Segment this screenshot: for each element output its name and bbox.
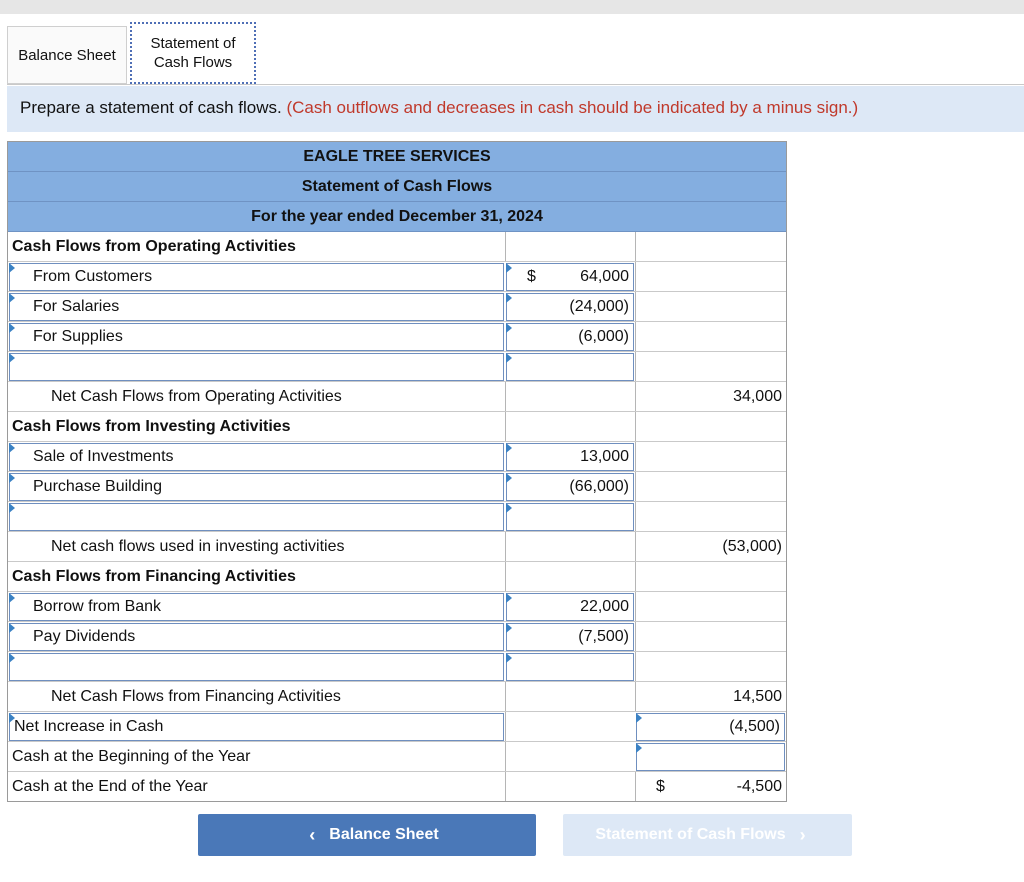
amount-input[interactable]: (66,000) bbox=[506, 473, 634, 501]
empty-line-item-input[interactable] bbox=[9, 353, 504, 381]
table-row bbox=[8, 652, 786, 682]
prev-button-label: Balance Sheet bbox=[329, 826, 439, 843]
net-increase-row bbox=[8, 712, 786, 742]
investing-total-label: Net cash flows used in investing activities bbox=[51, 537, 345, 555]
amount-input[interactable]: 13,000 bbox=[506, 443, 634, 471]
line-item-input[interactable]: Purchase Building bbox=[9, 473, 504, 501]
beginning-cash-input[interactable] bbox=[636, 743, 785, 771]
empty-line-item-input[interactable] bbox=[9, 503, 504, 531]
instruction-note: (Cash outflows and decreases in cash should be indicated by a minus sign.) bbox=[286, 98, 859, 117]
tab-balance-sheet-label: Balance Sheet bbox=[18, 46, 116, 64]
table-row bbox=[8, 352, 786, 382]
amount-input[interactable]: (24,000) bbox=[506, 293, 634, 321]
operating-heading: Cash Flows from Operating Activities bbox=[12, 237, 296, 255]
total-row bbox=[8, 682, 786, 712]
line-item-input[interactable]: For Supplies bbox=[9, 323, 504, 351]
section-heading-row bbox=[8, 562, 786, 592]
financing-total-label: Net Cash Flows from Financing Activities bbox=[51, 687, 341, 705]
instruction-bar bbox=[7, 86, 1024, 132]
total-row bbox=[8, 382, 786, 412]
empty-amount-input[interactable] bbox=[506, 503, 634, 531]
table-row bbox=[8, 292, 786, 322]
line-item-input[interactable]: Sale of Investments bbox=[9, 443, 504, 471]
currency-sign: $ bbox=[527, 268, 536, 285]
net-increase-input[interactable]: Net Increase in Cash bbox=[9, 713, 504, 741]
line-item-input[interactable]: Pay Dividends bbox=[9, 623, 504, 651]
financing-heading: Cash Flows from Financing Activities bbox=[12, 567, 296, 585]
chevron-right-icon: › bbox=[799, 824, 806, 845]
table-row bbox=[8, 622, 786, 652]
amount-input[interactable]: (7,500) bbox=[506, 623, 634, 651]
statement-title: Statement of Cash Flows bbox=[8, 172, 786, 202]
financing-total-value: 14,500 bbox=[635, 682, 786, 711]
beginning-cash-row bbox=[8, 742, 786, 772]
instruction-text: Prepare a statement of cash flows. bbox=[20, 98, 287, 117]
section-heading-row bbox=[8, 232, 786, 262]
operating-total-label: Net Cash Flows from Operating Activities bbox=[51, 387, 342, 405]
amount-input[interactable]: (6,000) bbox=[506, 323, 634, 351]
company-name: EAGLE TREE SERVICES bbox=[8, 142, 786, 172]
amount-value: 64,000 bbox=[580, 268, 629, 285]
tab-cash-flows-label-line1: Statement of bbox=[150, 35, 236, 52]
tab-divider bbox=[7, 84, 1024, 85]
statement-of-cash-flows-button bbox=[563, 814, 852, 856]
line-item-input[interactable]: From Customers bbox=[9, 263, 504, 291]
line-item-input[interactable]: For Salaries bbox=[9, 293, 504, 321]
table-row bbox=[8, 322, 786, 352]
investing-heading: Cash Flows from Investing Activities bbox=[12, 417, 291, 435]
top-bar bbox=[0, 0, 1024, 14]
cash-flow-statement bbox=[7, 141, 787, 802]
tab-statement-of-cash-flows[interactable] bbox=[130, 22, 256, 84]
net-increase-amount-input[interactable]: (4,500) bbox=[636, 713, 785, 741]
section-heading-row bbox=[8, 412, 786, 442]
chevron-left-icon: ‹ bbox=[309, 824, 316, 845]
total-row bbox=[8, 532, 786, 562]
amount-input[interactable] bbox=[506, 263, 634, 291]
empty-amount-input[interactable] bbox=[506, 653, 634, 681]
ending-cash-row bbox=[8, 772, 786, 802]
table-row bbox=[8, 442, 786, 472]
ending-cash-label: Cash at the End of the Year bbox=[12, 777, 208, 795]
currency-sign: $ bbox=[656, 777, 665, 795]
balance-sheet-button[interactable] bbox=[198, 814, 536, 856]
table-row bbox=[8, 262, 786, 292]
statement-period: For the year ended December 31, 2024 bbox=[8, 202, 786, 232]
table-row bbox=[8, 502, 786, 532]
next-button-label: Statement of Cash Flows bbox=[595, 826, 786, 843]
amount-input[interactable]: 22,000 bbox=[506, 593, 634, 621]
table-row bbox=[8, 472, 786, 502]
tab-cash-flows-label-line2: Cash Flows bbox=[153, 54, 233, 71]
investing-total-value: (53,000) bbox=[635, 532, 786, 561]
empty-amount-input[interactable] bbox=[506, 353, 634, 381]
ending-cash-value bbox=[635, 772, 786, 801]
table-row bbox=[8, 592, 786, 622]
line-item-input[interactable]: Borrow from Bank bbox=[9, 593, 504, 621]
ending-cash-amount: -4,500 bbox=[736, 777, 782, 795]
tab-balance-sheet[interactable] bbox=[7, 26, 127, 84]
operating-total-value: 34,000 bbox=[635, 382, 786, 411]
empty-line-item-input[interactable] bbox=[9, 653, 504, 681]
beginning-cash-label: Cash at the Beginning of the Year bbox=[12, 747, 251, 765]
